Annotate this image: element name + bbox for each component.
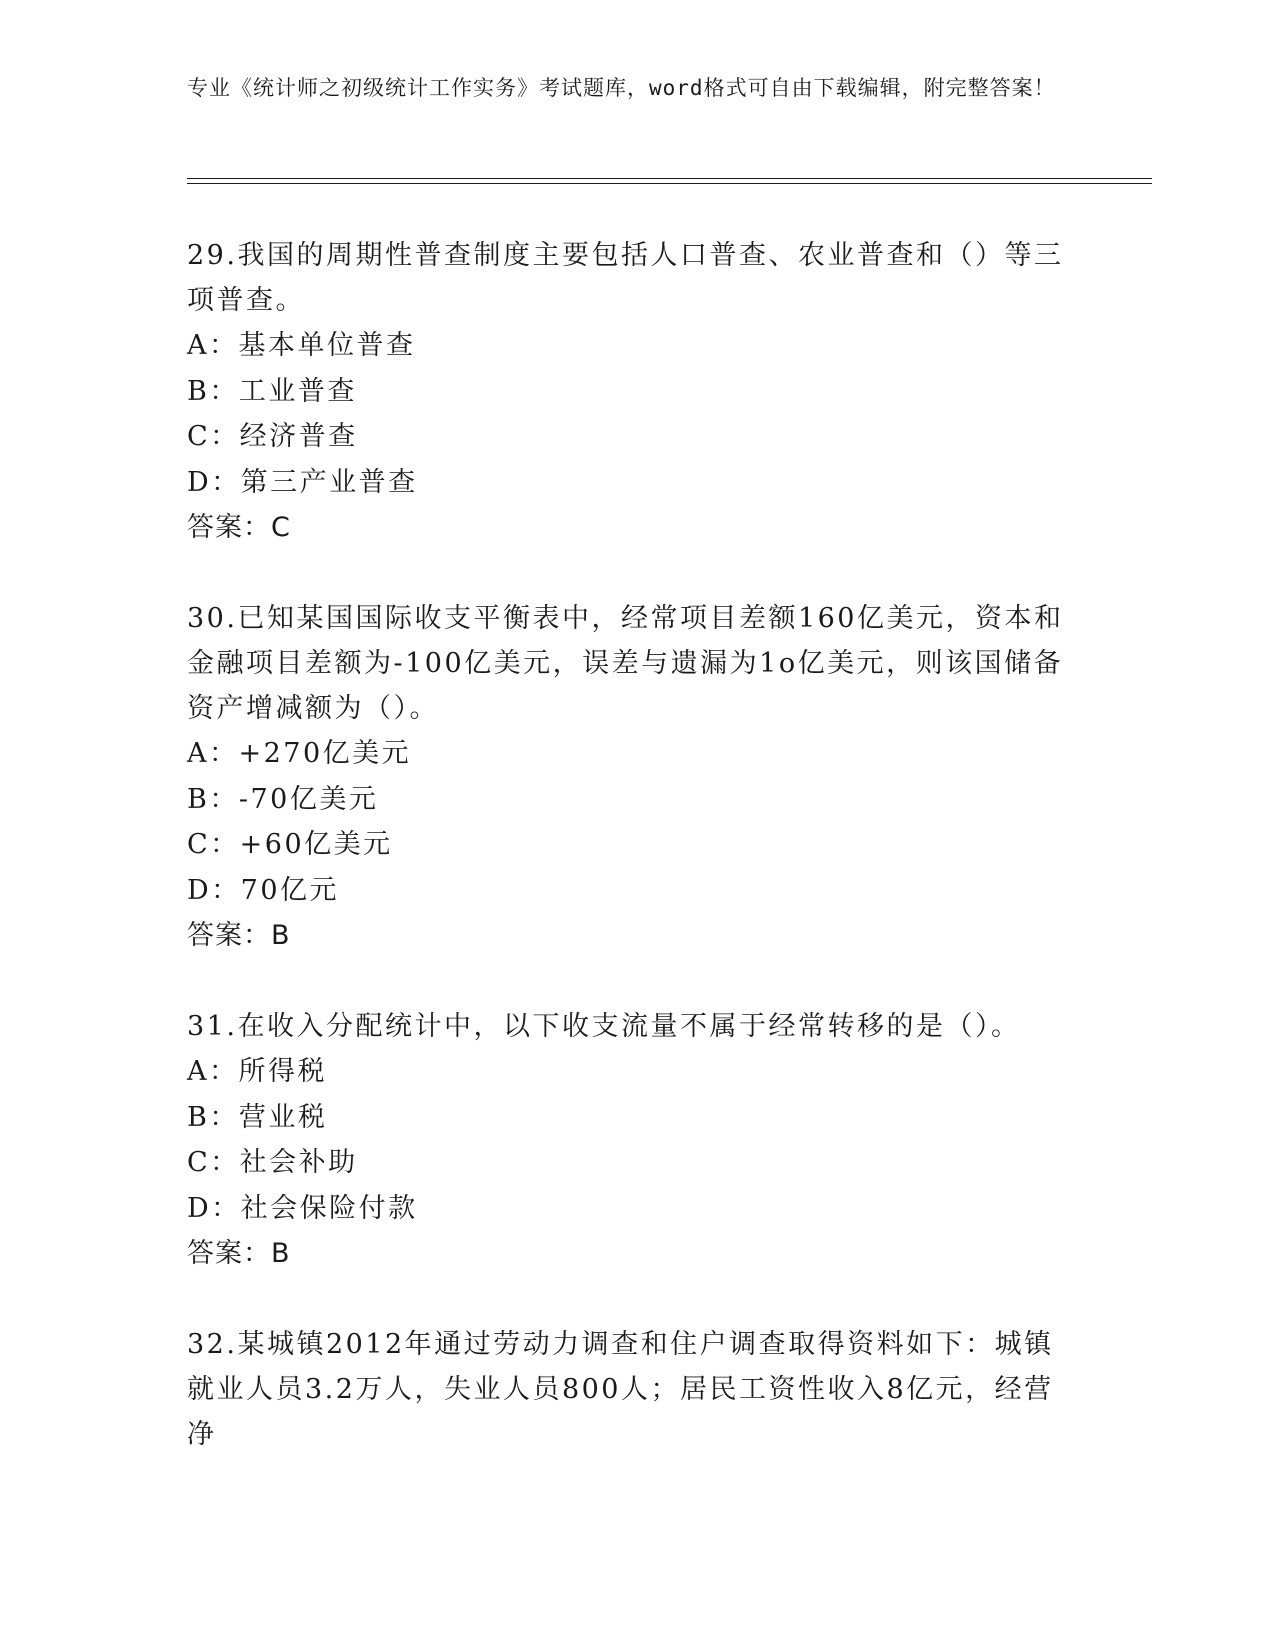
option-d: D：社会保险付款 — [187, 1192, 418, 1224]
option-c: C：+60亿美元 — [187, 829, 393, 860]
option-d: D：70亿元 — [187, 874, 340, 906]
answer: 答案：C — [187, 512, 291, 543]
question-list — [187, 233, 1077, 1502]
option-c: C：经济普查 — [187, 421, 358, 452]
question-text: 31.在收入分配统计中，以下收支流量不属于经常转移的是（）。 — [187, 1011, 1021, 1042]
question-32 — [187, 1322, 1077, 1457]
option-a: A：+270亿美元 — [187, 738, 412, 769]
question-30 — [187, 596, 1077, 959]
answer: 答案：B — [187, 920, 291, 951]
question-text: 29.我国的周期性普查制度主要包括人口普查、农业普查和（）等三项普查。 — [187, 240, 1064, 316]
question-31 — [187, 1004, 1077, 1277]
option-b: B：-70亿美元 — [187, 783, 379, 815]
option-a: A：基本单位普查 — [187, 330, 416, 361]
option-c: C：社会补助 — [187, 1147, 358, 1178]
question-29 — [187, 233, 1077, 551]
option-b: B：工业普查 — [187, 375, 357, 407]
header-divider-bottom — [187, 183, 1152, 184]
option-a: A：所得税 — [187, 1056, 327, 1087]
document-header: 专业《统计师之初级统计工作实务》考试题库，word格式可自由下载编辑，附完整答案！ — [187, 76, 1056, 100]
question-text: 32.某城镇2012年通过劳动力调查和住户调查取得资料如下：城镇就业人员3.2万人，失业人员800人；居民工资性收入8亿元，经营净 — [187, 1329, 1054, 1450]
answer: 答案：B — [187, 1238, 291, 1269]
header-divider-top — [187, 178, 1152, 179]
option-d: D：第三产业普查 — [187, 466, 418, 498]
option-b: B：营业税 — [187, 1101, 328, 1133]
question-text: 30.已知某国国际收支平衡表中，经常项目差额160亿美元，资本和金融项目差额为-100亿美元，误差与遗漏为1o亿美元，则该国储备资产增减额为（）。 — [187, 603, 1064, 724]
